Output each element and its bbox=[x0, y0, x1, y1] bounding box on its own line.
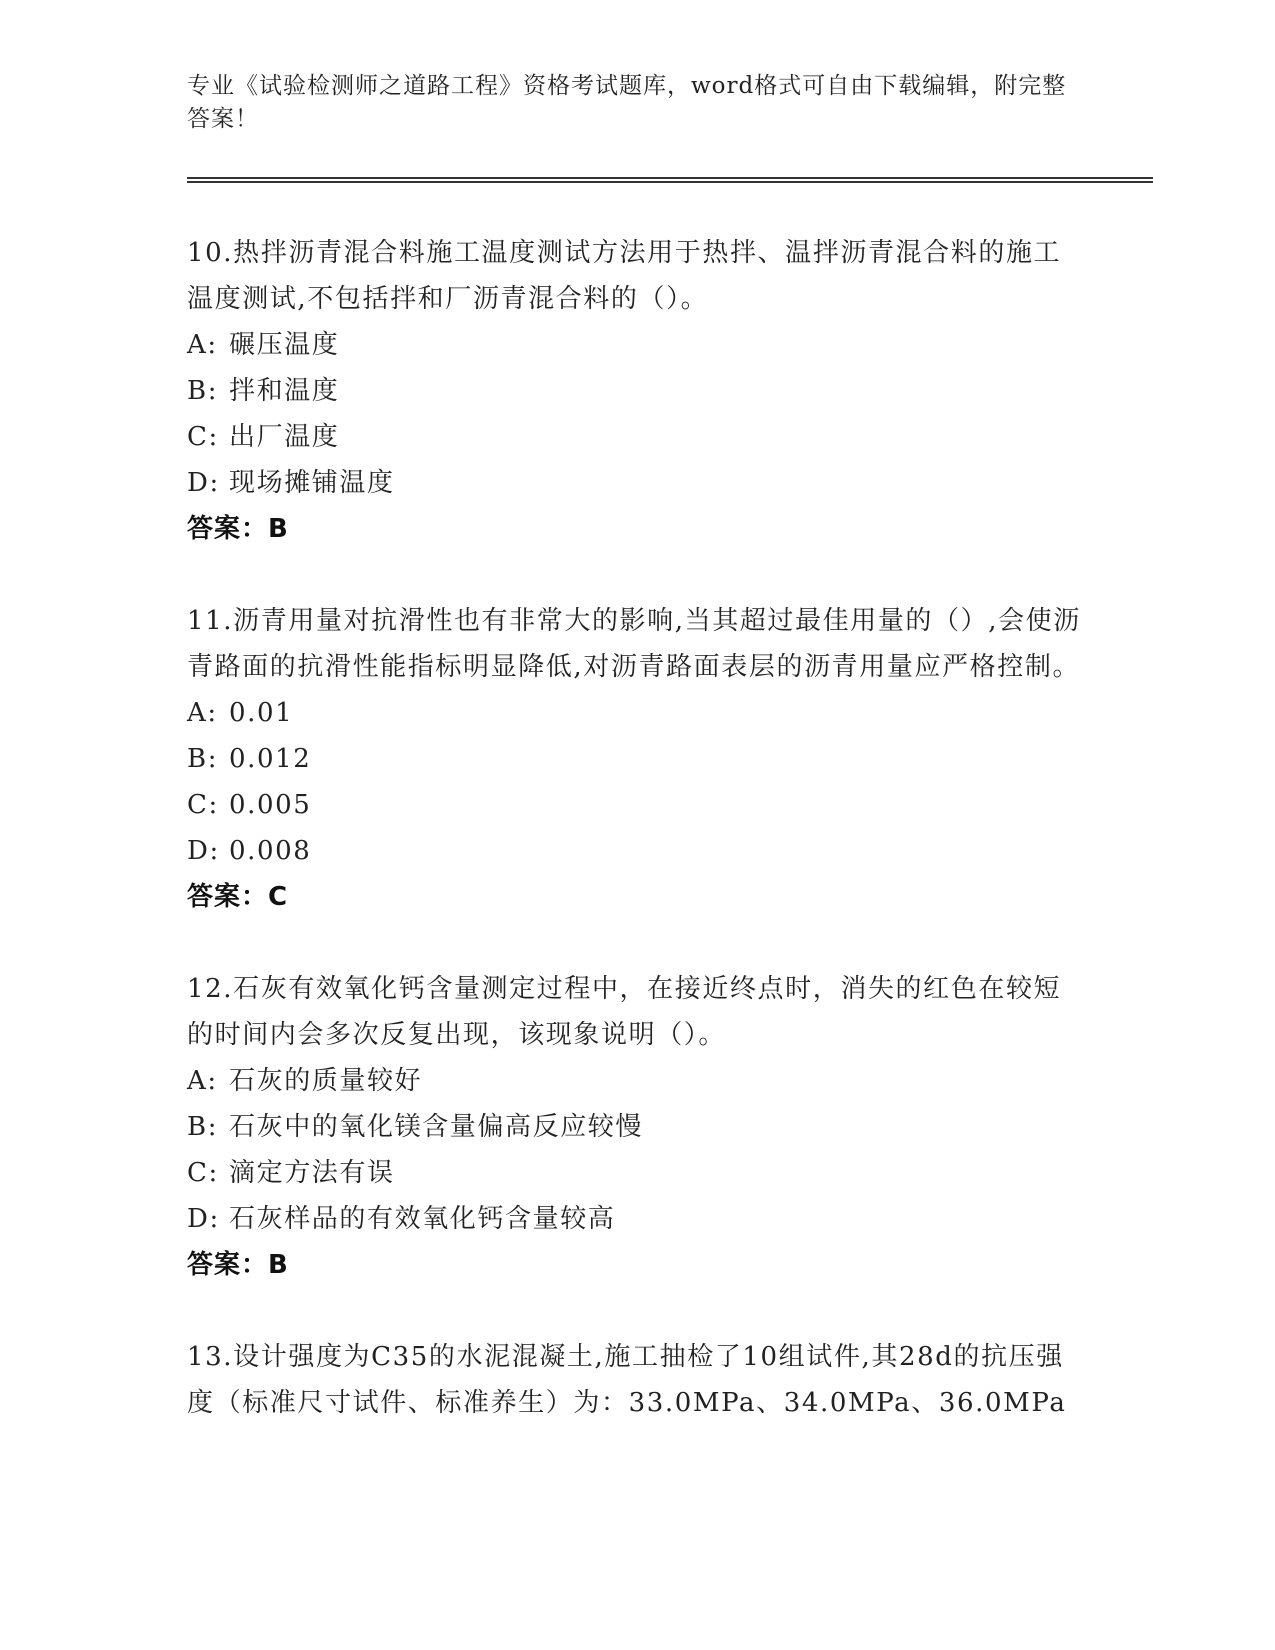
question-item bbox=[187, 598, 1087, 920]
option-text: 出厂温度 bbox=[229, 422, 340, 452]
option-letter: B: bbox=[187, 744, 219, 774]
option-text: 滴定方法有误 bbox=[229, 1158, 395, 1188]
option-c bbox=[187, 1150, 1087, 1196]
option-text: 石灰的质量较好 bbox=[229, 1066, 423, 1096]
answer-line: 答案：B bbox=[187, 1250, 289, 1280]
option-text: 0.008 bbox=[229, 836, 312, 866]
option-a bbox=[187, 322, 1087, 368]
question-stem: 11.沥青用量对抗滑性也有非常大的影响,当其超过最佳用量的（）,会使沥青路面的抗滑性能指标明显降低,对沥青路面表层的沥青用量应严格控制。 bbox=[187, 606, 1081, 682]
document-header: 专业《试验检测师之道路工程》资格考试题库，word格式可自由下载编辑，附完整答案！ bbox=[187, 73, 1067, 132]
option-c bbox=[187, 414, 1087, 460]
option-text: 碾压温度 bbox=[229, 330, 340, 360]
option-b bbox=[187, 736, 1087, 782]
answer-line: 答案：C bbox=[187, 882, 289, 912]
option-letter: D: bbox=[187, 468, 220, 498]
option-d bbox=[187, 1196, 1087, 1242]
question-stem: 13.设计强度为C35的水泥混凝土,施工抽检了10组试件,其28d的抗压强度（标准尺寸试件、标准养生）为：33.0MPa、34.0MPa、36.0MPa bbox=[187, 1342, 1067, 1418]
option-letter: C: bbox=[187, 1158, 219, 1188]
option-text: 0.01 bbox=[229, 698, 294, 728]
header-divider bbox=[187, 177, 1153, 183]
option-letter: C: bbox=[187, 790, 219, 820]
option-text: 现场摊铺温度 bbox=[229, 468, 395, 498]
question-item bbox=[187, 230, 1087, 552]
question-stem: 12.石灰有效氧化钙含量测定过程中，在接近终点时，消失的红色在较短的时间内会多次反复出现，该现象说明（）。 bbox=[187, 974, 1062, 1050]
option-text: 石灰中的氧化镁含量偏高反应较慢 bbox=[229, 1112, 644, 1142]
option-letter: A: bbox=[187, 330, 218, 360]
option-letter: A: bbox=[187, 698, 218, 728]
option-c bbox=[187, 782, 1087, 828]
option-text: 0.005 bbox=[229, 790, 312, 820]
question-item bbox=[187, 966, 1087, 1288]
option-b bbox=[187, 368, 1087, 414]
option-a bbox=[187, 1058, 1087, 1104]
option-text: 拌和温度 bbox=[229, 376, 340, 406]
question-stem: 10.热拌沥青混合料施工温度测试方法用于热拌、温拌沥青混合料的施工温度测试,不包括拌和厂沥青混合料的（）。 bbox=[187, 238, 1062, 314]
option-letter: D: bbox=[187, 836, 220, 866]
option-d bbox=[187, 460, 1087, 506]
option-a bbox=[187, 690, 1087, 736]
option-letter: D: bbox=[187, 1204, 220, 1234]
answer-line: 答案：B bbox=[187, 514, 289, 544]
question-item bbox=[187, 1334, 1087, 1426]
option-letter: B: bbox=[187, 376, 219, 406]
option-text: 石灰样品的有效氧化钙含量较高 bbox=[229, 1204, 616, 1234]
option-text: 0.012 bbox=[229, 744, 312, 774]
option-letter: A: bbox=[187, 1066, 218, 1096]
question-list bbox=[187, 230, 1087, 1472]
option-letter: B: bbox=[187, 1112, 219, 1142]
option-letter: C: bbox=[187, 422, 219, 452]
option-b bbox=[187, 1104, 1087, 1150]
option-d bbox=[187, 828, 1087, 874]
